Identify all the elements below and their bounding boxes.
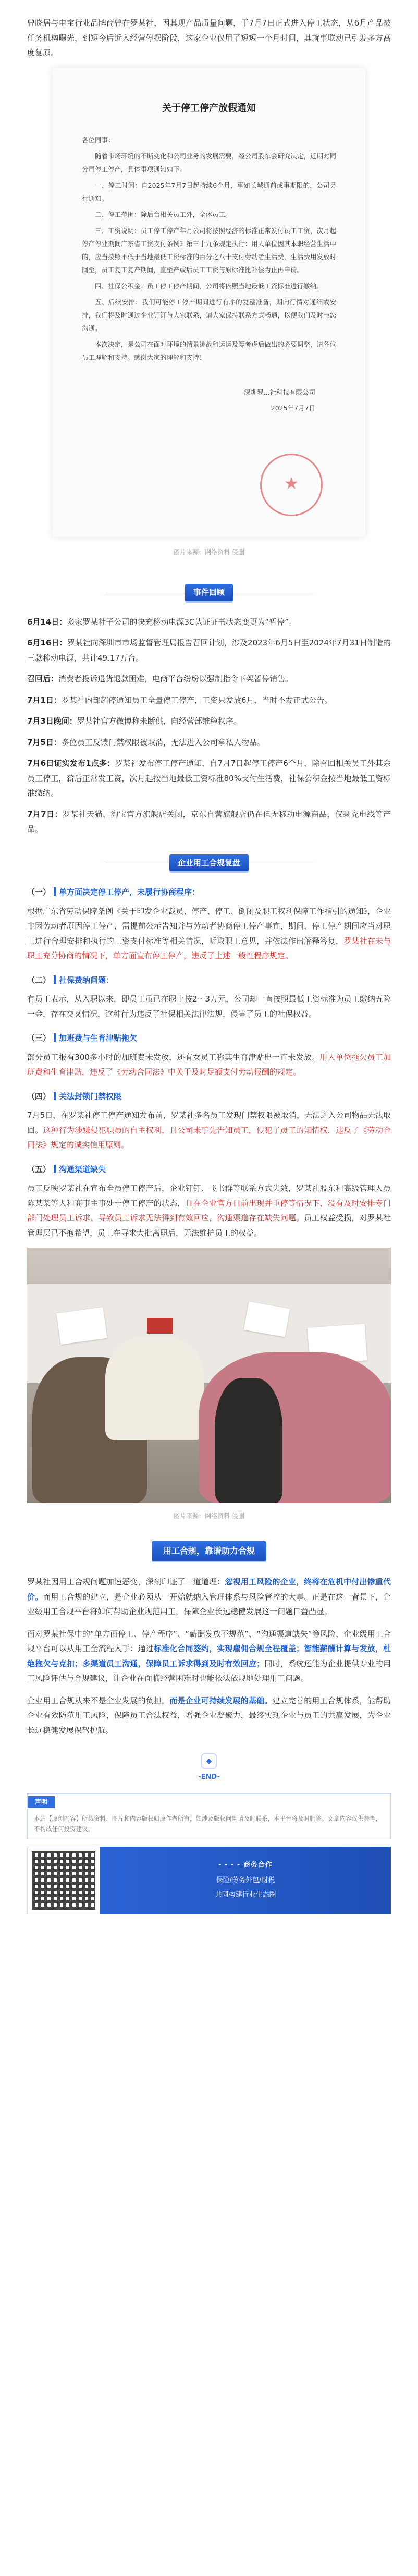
brand-panel	[100, 1847, 391, 1914]
notice-paragraph: 二、停工范围：除后台相关员工外，全体员工。	[95, 210, 232, 218]
timeline	[27, 615, 391, 837]
intro-paragraph: 曾晓居与电宝行业品牌商曾在罗某社，因其现产品质量问题，于7月7日正式进入停工状态，从6月产品被任务机构曝光，到短今后近入经营停摆阶段，这家企业仅用了短短一个月时间，其就事联动已引发多方高度复原。	[27, 18, 391, 57]
notice-paragraph: 五、后续安排：我们可能停工停产期间进行有序的复整准备，期向行情对通细或安排，我们将及时通过企业钉钉与大家联系，请大家保持联系方式畅通，以便我们及时与您沟通。	[82, 298, 336, 332]
notice-date: 2025年7月7日	[271, 404, 315, 412]
notice-paragraph: 四、社保公积金：员工停工停产期间，公司将依照当地最低工资标准进行缴纳。	[95, 282, 323, 290]
notice-title: 关于停工停产放假通知	[162, 102, 256, 114]
closing-paragraph: 面对罗某社保中的“单方面停工、停产程序”、“薪酬发放不规范”、“沟通渠道缺失”等风险，企业级用工合规平台可以从用工全流程入手：通过标准化合同签约，实现雇佣合规全程覆盖；智能薪酬计算与发放，杜绝拖欠与克扣；多渠道员工沟通，保障员工诉求得到及时有效回应；同时，系统还能为企业提供专业的用工风险评估与合规建议，让企业在面临经营困难时也能依法依规地处理用工问题。	[27, 1629, 391, 1683]
brand-line: 保险/劳务外包/财税	[216, 1876, 275, 1884]
disclaimer-box	[27, 1793, 391, 1839]
subsection	[27, 1162, 391, 1241]
section-title: 用工合规，靠谱助力合规	[152, 1541, 266, 1561]
subsection-body: 部分员工报有300多小时的加班费未发放，还有女员工称其生育津贴出一直未发放。用人单位拖欠员工加班费和生育津贴，违反了《劳动合同法》中关于及时足额支付劳动报酬的规定。	[27, 1052, 391, 1077]
company-seal	[260, 454, 323, 516]
timeline-item: 6月14日：多家罗某社子公司的快充移动电源3C认证证书状态变更为“暂停”。	[27, 617, 297, 627]
subsection-heading: （四） 关法封锁门禁权限	[27, 1091, 122, 1101]
subsection-heading: （三） 加班费与生育津贴拖欠	[27, 1033, 138, 1043]
photo-person	[215, 1378, 282, 1503]
end-label: -END-	[198, 1773, 220, 1781]
subsection	[27, 1089, 391, 1153]
timeline-item: 7月3日晚间：罗某社官方微博称未断供，向经营部维稳秩序。	[27, 716, 241, 726]
notice-paragraph: 一、停工时间：自2025年7月7日起持续6个月，事如长城通前或事期限的，公司另行通知。	[82, 181, 336, 202]
qr-code[interactable]	[27, 1847, 100, 1914]
photo-bag	[105, 1336, 204, 1440]
brand-line: 共同构建行业生态圈	[215, 1891, 276, 1899]
notice-paragraph: 三、工资说明：员工停工停产年月公司将按照经济的标准正常发付员工工资，次月起停产停业期间广东省工资支付条例》第三十九条规定执行：用人单位因其本职经营生活中的，应当按照不低于当地最低工资标准的百分之八十支付劳动者生活费，生活费用发放时间至，员工复工复产期间，直至产或后员工工资与原标准比补偿为止再申请。	[82, 226, 336, 274]
photo-box	[147, 1318, 173, 1334]
notice-paragraph: 本次决定，是公司在面对环境的情景挑战和运运及筹考虑后做出的必要调整，请各位员工理解和支持。感谢大家的理解和支持！	[82, 340, 336, 361]
section-title: 企业用工合规复盘	[169, 854, 249, 872]
section-header-events	[27, 584, 391, 601]
subsection-body: 7月5日，在罗某社停工停产通知发布前，罗某社多名员工发现门禁权限被取消，无法进入公司物品无法取回。这种行为涉嫌侵犯职员的自主权利，且公司未事先告知员工，侵犯了员工的知情权，违反了《劳动合同法》规定的诚实信用原则。	[27, 1110, 391, 1150]
section-header-compliance	[27, 854, 391, 872]
subsection-heading: （二） 社保费纳间题：	[27, 975, 114, 985]
section-title: 事件回顾	[185, 584, 233, 601]
image-caption: 图片来源：网络资料 侵删	[174, 548, 244, 556]
subsection-body: 根据广东省劳动保障条例《关于印发企业裁员、停产、停工、倒闭及职工权利保障工作指引的通知》，企业非因劳动者原因停工停产，需提前公示告知并与劳动者协商停工停产事宜，期间，停工停产期间应当对职工进行合理安排和执行的工资支付标准等相关情况，听取职工意见，并依法作出解释答复，罗某社在未与职工充分协商的情况下，单方面宣布停工停产，违反了上述一般性程序规定。	[27, 906, 391, 961]
brand-line: - - - - 商务合作	[218, 1861, 273, 1870]
timeline-item: 召回后：消费者投诉退货退款困难，电商平台纷纷以强制指令下架暂停销售。	[27, 674, 293, 684]
notice-salutation: 各位同事：	[82, 136, 115, 144]
subsection	[27, 973, 391, 1022]
photo-paper	[56, 1307, 107, 1345]
subsection	[27, 1031, 391, 1080]
notice-company: 深圳罗...社科技有限公司	[244, 388, 315, 396]
event-photo	[27, 1248, 391, 1503]
timeline-item: 6月16日：罗某社向深圳市市场监督管理局报告召回计划，涉及2023年6月5日至2024年7月31日制造的三款移动电源，共计49.17万台。	[27, 638, 391, 663]
subsection-heading: （一） 单方面决定停工停产，未履行协商程序：	[27, 887, 200, 897]
timeline-item: 7月7日：罗某社天猫、淘宝官方旗舰店关闭，京东自营旗舰店仍在但无移动电源商品，仅剩充电线等产品。	[27, 809, 391, 834]
disclaimer-text: 本站【原创内容】所载资料、图片和内容版权归原作者所有，如涉及版权问题请及时联系，本平台将及时删除。文章内容仅供参考，不构成任何投资建议。	[34, 1814, 382, 1833]
closing-paragraph: 企业用工合规从来不是企业发展的负担，而是企业可持续发展的基础。建立完善的用工合规体系，能帮助企业有效防范用工风险，保障员工合法权益，增强企业凝聚力，最终实现企业与员工的共赢发展，为企业长远稳健发展保驾护航。	[27, 1695, 391, 1735]
subsection-heading: （五） 沟通渠道缺失	[27, 1164, 106, 1174]
subsection-body: 员工反映罗某社在宣布全员停工停产后，企业钉钉、飞书群等联系方式失效，罗某社股东和高级管理人员陈某某等人和商事主事处于停工停产的状态，且在企业官方目前出现并重停等情况下，没有及时安排专门部门处理员工诉求，导致员工诉求无法得到有效回应，沟通渠道存在缺失问题。员工权益受损，对罗某社管理层已不抱希望，员工在寻求大批离职后，无法维护员工的权益。	[27, 1183, 391, 1238]
seal-star-icon: ★	[284, 473, 299, 493]
timeline-item: 7月1日：罗某社内部超停通知员工全量停工停产，工资只发放6月，当时不发正式公告。	[27, 695, 333, 705]
notice-paragraph: 随着市场环境的不断变化和公司业务的发展需要，经公司股东会研究决定，近期对同分司停工停产，具体事项通知如下：	[82, 152, 336, 173]
notice-signature	[82, 385, 336, 416]
notice-image	[53, 68, 365, 537]
end-marker	[27, 1753, 391, 1784]
timeline-item: 7月6日证实发布1点多：罗某社发布停工停产通知，自7月7日起停工停产6个月，除召回相关员工外其余员工停工，薪后正常发工资，次月起按当地最低工资标准80%支付生活费，社保公积金按当地最低工资标准缴纳。	[27, 759, 391, 798]
disclaimer-tag: 声明	[28, 1796, 55, 1808]
subsection-body: 有员工表示，从入职以来，即员工虽已在职上按2～3万元，公司却一直按照最低工资标准为员工缴纳五险一金，存在交叉情况，这种行为违反了社保相关法律法规，侵害了员工的社保权益。	[27, 994, 391, 1019]
timeline-item: 7月5日：多位员工反馈门禁权限被取消，无法进入公司拿私人物品。	[27, 737, 265, 747]
footer-banner	[27, 1847, 391, 1914]
closing-paragraph: 罗某社因用工合规问题加速恶变，深刻印证了一道道理：忽视用工风险的企业，终将在危机中付出惨重代价。而用工合规的建立，是企业必须从一开始就纳入管理体系与风险管控的大事。正是在这一背景下，企业级用工合规平台将如何帮助企业规范用工，保障企业长远稳健发展这一问题日益凸显。	[27, 1577, 391, 1617]
end-icon: ◆	[201, 1753, 217, 1769]
qr-code-icon	[32, 1851, 95, 1910]
image-caption: 图片来源：网络资料 侵删	[174, 1512, 244, 1520]
subsection	[27, 885, 391, 963]
section-header-solution	[27, 1541, 391, 1561]
